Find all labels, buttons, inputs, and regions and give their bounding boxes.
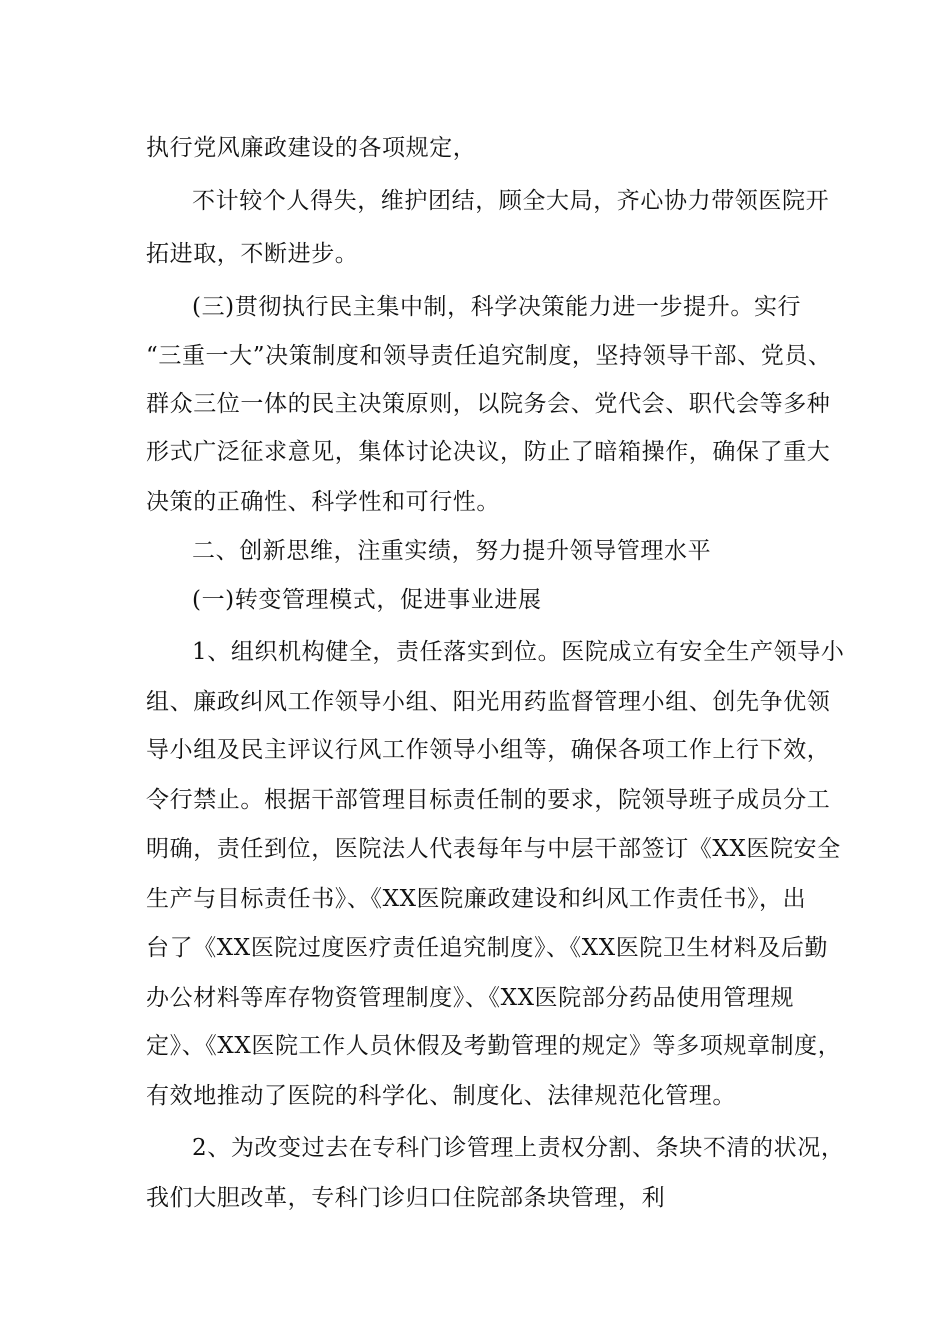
text-line: 有效地推动了医院的科学化、制度化、法律规范化管理。 (146, 1083, 736, 1109)
text-line: 拓进取，不断进步。 (146, 241, 359, 267)
text-line: 1、组织机构健全，责任落实到位。医院成立有安全生产领导小 (192, 639, 845, 665)
text-line: 令行禁止。根据干部管理目标责任制的要求，院领导班子成员分工 (146, 787, 831, 813)
text-line: 导小组及民主评议行风工作领导小组等，确保各项工作上行下效， (146, 737, 831, 763)
text-line: “三重一大”决策制度和领导责任追究制度，坚持领导干部、党员、 (146, 343, 832, 369)
text-line: 形式广泛征求意见，集体讨论决议，防止了暗箱操作，确保了重大 (146, 439, 831, 465)
text-line: 定》、《XX医院工作人员休假及考勤管理的规定》等多项规章制度， (146, 1033, 842, 1059)
text-line: 明确，责任到位，医院法人代表每年与中层干部签订《XX医院安全 (146, 836, 841, 862)
subsection-heading: (一)转变管理模式，促进事业进展 (192, 587, 542, 613)
text-line: (三)贯彻执行民主集中制，科学决策能力进一步提升。实行 (192, 294, 802, 320)
section-heading: 二、创新思维，注重实绩，努力提升领导管理水平 (192, 538, 712, 564)
text-line: 办公材料等库存物资管理制度》、《XX医院部分药品使用管理规 (146, 985, 795, 1011)
text-line: 2、为改变过去在专科门诊管理上责权分割、条块不清的状况， (192, 1135, 845, 1161)
text-line: 群众三位一体的民主决策原则，以院务会、党代会、职代会等多种 (146, 391, 831, 417)
text-line: 不计较个人得失，维护团结，顾全大局，齐心协力带领医院开 (192, 188, 830, 214)
text-line: 决策的正确性、科学性和可行性。 (146, 489, 500, 515)
text-line: 生产与目标责任书》、《XX医院廉政建设和纠风工作责任书》，出 (146, 886, 807, 912)
text-line: 执行党风廉政建设的各项规定， (146, 135, 477, 161)
text-line: 组、廉政纠风工作领导小组、阳光用药监督管理小组、创先争优领 (146, 689, 831, 715)
text-line: 我们大胆改革，专科门诊归口住院部条块管理，利 (146, 1185, 666, 1211)
text-line: 台了《XX医院过度医疗责任追究制度》、《XX医院卫生材料及后勤 (146, 935, 829, 961)
